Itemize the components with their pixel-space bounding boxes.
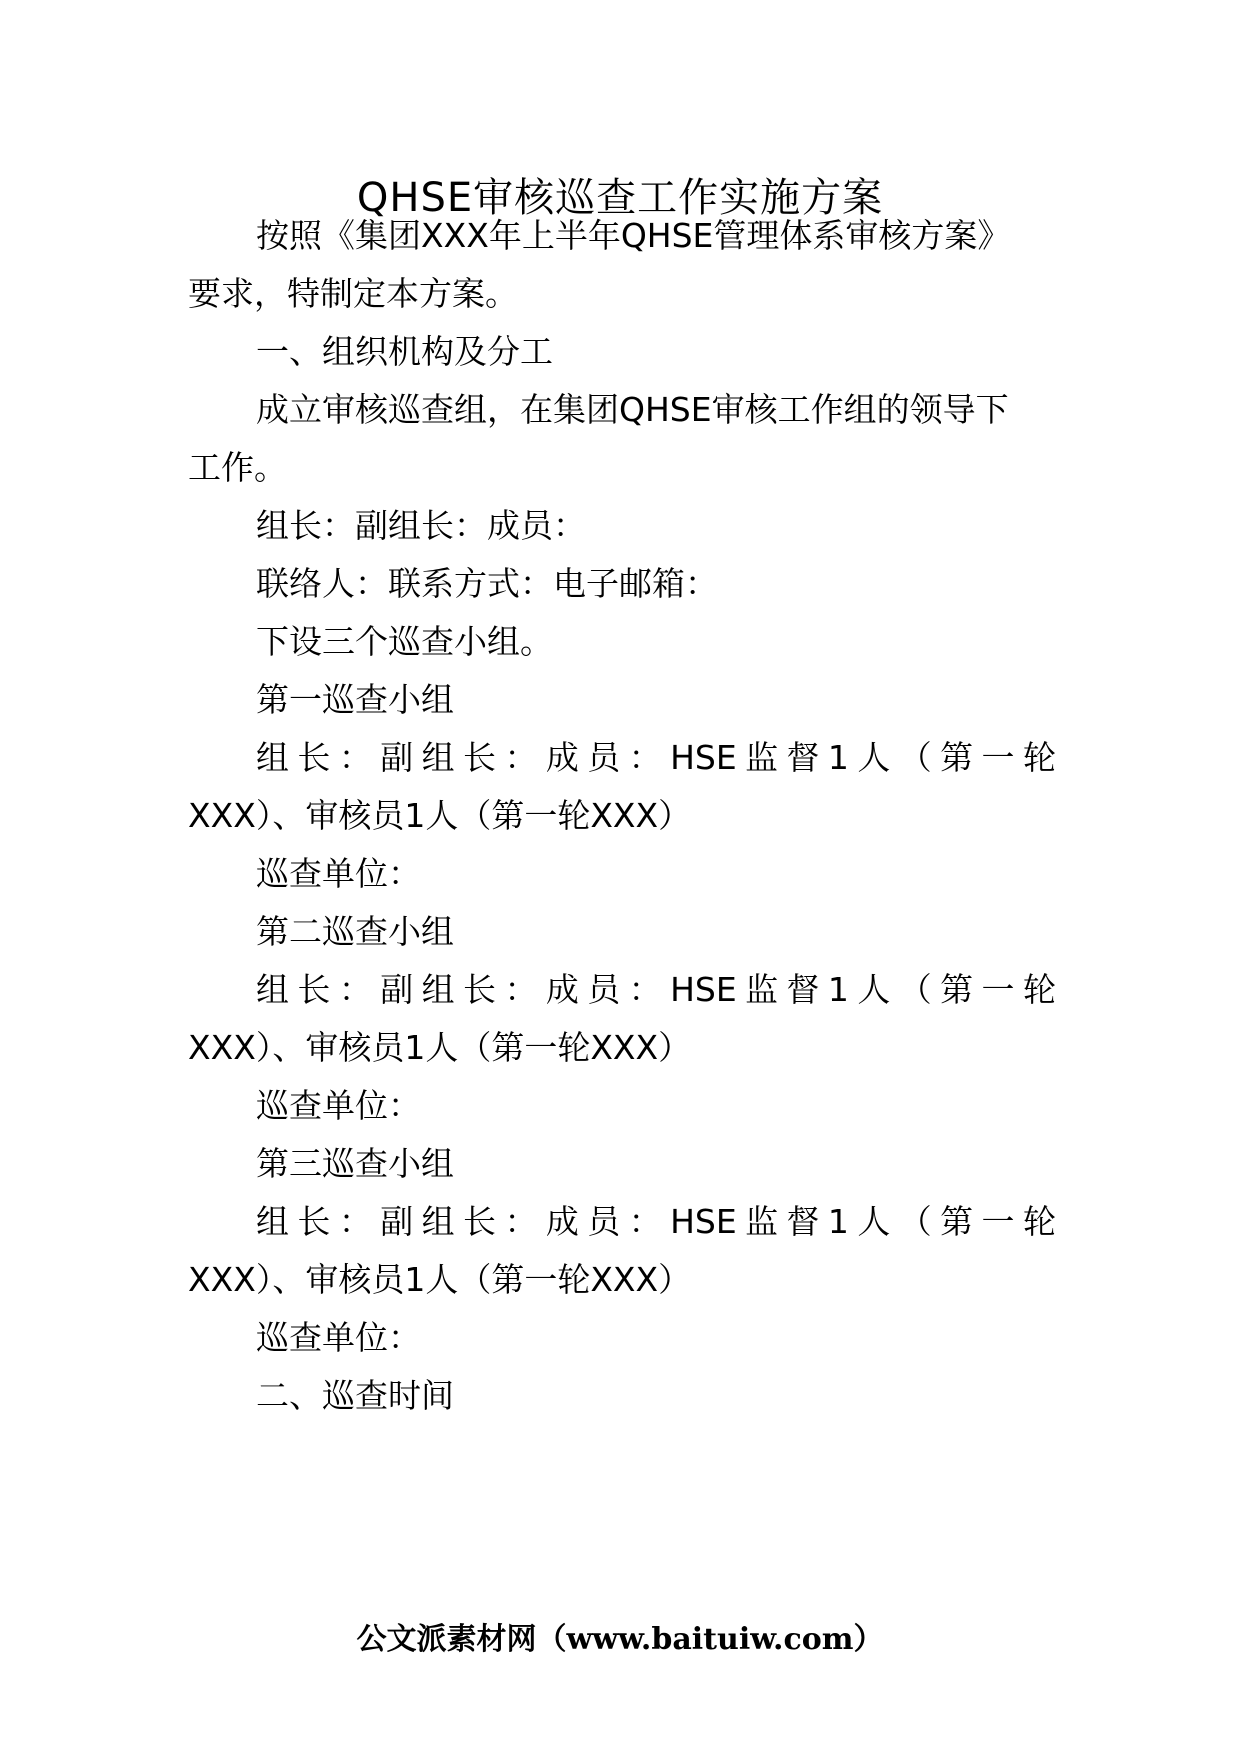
text-run: 监 xyxy=(745,738,779,777)
text-run: 监 xyxy=(745,970,779,1009)
text-run: ： xyxy=(504,970,538,1009)
text-run: ： xyxy=(338,738,372,777)
text-run: 副 xyxy=(380,1202,414,1241)
text-run: HSE xyxy=(670,970,737,1009)
text-run: 督 xyxy=(786,738,820,777)
text-run: 第 xyxy=(940,970,974,1009)
text-run: 长 xyxy=(297,1202,331,1241)
text-run: 一 xyxy=(981,738,1015,777)
group-3-members-line-2: XXX）、审核员1人（第一轮XXX） xyxy=(188,1260,692,1299)
text-run: ： xyxy=(504,738,538,777)
group-3-unit-label: 巡查单位： xyxy=(256,1318,421,1357)
text-run: 组 xyxy=(421,738,455,777)
group-2-name: 第二巡查小组 xyxy=(256,912,454,951)
text-run: 长 xyxy=(463,738,497,777)
text-run: 轮 xyxy=(1022,970,1056,1009)
text-run: 一 xyxy=(981,970,1015,1009)
text-run: 一 xyxy=(981,1202,1015,1241)
text-run: 长 xyxy=(297,738,331,777)
text-run: 督 xyxy=(786,970,820,1009)
text-run: 人 xyxy=(857,970,891,1009)
text-run: 成 xyxy=(545,970,579,1009)
document-title: QHSE审核巡查工作实施方案 xyxy=(356,175,884,221)
text-run: 组 xyxy=(421,970,455,1009)
text-run: 组 xyxy=(256,1202,289,1241)
group-2-members-line-1 xyxy=(256,962,1056,1018)
leaders-line: 组长：副组长：成员： xyxy=(256,506,586,545)
text-run: 监 xyxy=(745,1202,779,1241)
text-run: ： xyxy=(628,970,662,1009)
footer-watermark: 公文派素材网（www.baituiw.com） xyxy=(356,1622,884,1657)
group-2-unit-label: 巡查单位： xyxy=(256,1086,421,1125)
text-run: 员 xyxy=(587,1202,621,1241)
group-1-name: 第一巡查小组 xyxy=(256,680,454,719)
text-run: HSE xyxy=(670,1202,737,1241)
text-run: 副 xyxy=(380,970,414,1009)
group-3-members-line-1 xyxy=(256,1194,1056,1250)
text-run: 第 xyxy=(940,1202,974,1241)
text-run: 组 xyxy=(256,738,289,777)
text-run: 副 xyxy=(380,738,414,777)
text-run: ： xyxy=(628,1202,662,1241)
section-2-heading: 二、巡查时间 xyxy=(256,1376,454,1415)
text-run: ： xyxy=(338,970,372,1009)
text-run: 长 xyxy=(297,970,331,1009)
text-run: （ xyxy=(898,1202,932,1241)
text-run: 轮 xyxy=(1022,1202,1056,1241)
text-run: 长 xyxy=(463,1202,497,1241)
section-1-heading: 一、组织机构及分工 xyxy=(256,332,553,371)
text-run: 第 xyxy=(940,738,974,777)
text-run: 组 xyxy=(421,1202,455,1241)
text-run: 人 xyxy=(857,1202,891,1241)
group-2-members-line-2: XXX）、审核员1人（第一轮XXX） xyxy=(188,1028,692,1067)
group-1-members-line-1 xyxy=(256,730,1056,786)
group-1-unit-label: 巡查单位： xyxy=(256,854,421,893)
text-run: 轮 xyxy=(1022,738,1056,777)
text-run: 成 xyxy=(545,1202,579,1241)
text-run: 人 xyxy=(857,738,891,777)
text-run: 成 xyxy=(545,738,579,777)
text-run: （ xyxy=(898,970,932,1009)
text-run: 1 xyxy=(827,1202,849,1241)
section-1-paragraph-line-2: 工作。 xyxy=(188,448,287,487)
text-run: 员 xyxy=(587,738,621,777)
text-run: HSE xyxy=(670,738,737,777)
intro-line-2: 要求，特制定本方案。 xyxy=(188,274,518,313)
text-run: 长 xyxy=(463,970,497,1009)
text-run: 组 xyxy=(256,970,289,1009)
subgroups-intro: 下设三个巡查小组。 xyxy=(256,622,553,661)
text-run: 督 xyxy=(786,1202,820,1241)
text-run: ： xyxy=(504,1202,538,1241)
group-1-members-line-2: XXX）、审核员1人（第一轮XXX） xyxy=(188,796,692,835)
intro-line-1: 按照《集团XXX年上半年QHSE管理体系审核方案》 xyxy=(256,216,1011,255)
text-run: ： xyxy=(338,1202,372,1241)
text-run: ： xyxy=(628,738,662,777)
text-run: （ xyxy=(898,738,932,777)
contact-line: 联络人：联系方式：电子邮箱： xyxy=(256,564,718,603)
text-run: 1 xyxy=(827,970,849,1009)
section-1-paragraph-line-1: 成立审核巡查组，在集团QHSE审核工作组的领导下 xyxy=(256,390,1009,429)
text-run: 1 xyxy=(827,738,849,777)
text-run: 员 xyxy=(587,970,621,1009)
group-3-name: 第三巡查小组 xyxy=(256,1144,454,1183)
